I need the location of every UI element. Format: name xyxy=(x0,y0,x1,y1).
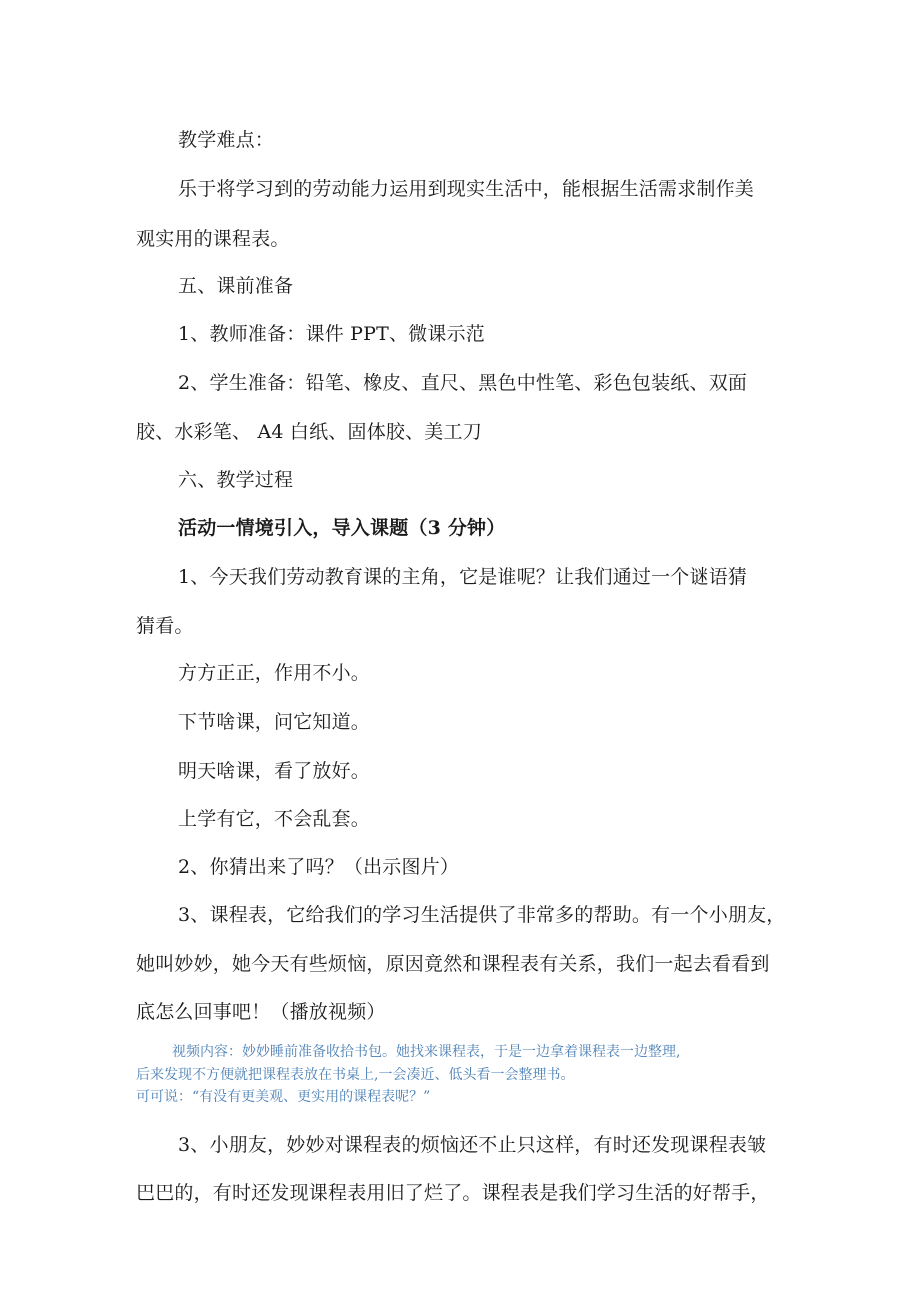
paragraph-line: 底怎么回事吧！（播放视频） xyxy=(136,1001,386,1023)
paragraph-line: 3、小朋友，妙妙对课程表的烦恼还不止只这样，有时还发现课程表皱 xyxy=(178,1134,767,1156)
paragraph-line: 胶、水彩笔、 A4 白纸、固体胶、美工刀 xyxy=(136,421,482,443)
video-note-line: 后来发现不方便就把课程表放在书桌上,一会凑近、低头看一会整理书。 xyxy=(136,1067,575,1083)
paragraph-line: 她叫妙妙，她今天有些烦恼，原因竟然和课程表有关系，我们一起去看看到 xyxy=(136,953,770,975)
video-note-line: 视频内容：妙妙睡前准备收拾书包。她找来课程表，于是一边拿着课程表一边整理, xyxy=(172,1044,681,1060)
list-item: 2、学生准备：铅笔、橡皮、直尺、黑色中性笔、彩色包装纸、双面 xyxy=(178,372,748,394)
section-heading-process: 六、教学过程 xyxy=(178,469,294,491)
paragraph-line: 1、今天我们劳动教育课的主角，它是谁呢？让我们通过一个谜语猜 xyxy=(178,566,748,588)
riddle-line: 方方正正，作用不小。 xyxy=(178,662,371,684)
riddle-line: 明天啥课，看了放好。 xyxy=(178,760,371,782)
video-note-line: 可可说：“有没有更美观、更实用的课程表呢？” xyxy=(136,1089,431,1105)
section-heading-preparation: 五、课前准备 xyxy=(178,275,294,297)
activity-heading: 活动一情境引入，导入课题（3 分钟） xyxy=(178,517,506,539)
paragraph-line: 观实用的课程表。 xyxy=(136,228,290,250)
paragraph-line: 3、课程表，它给我们的学习生活提供了非常多的帮助。有一个小朋友， xyxy=(178,904,786,926)
paragraph-line: 巴巴的，有时还发现课程表用旧了烂了。课程表是我们学习生活的好帮手， xyxy=(136,1182,770,1204)
paragraph-line: 乐于将学习到的劳动能力运用到现实生活中，能根据生活需求制作美 xyxy=(178,178,755,200)
riddle-line: 下节啥课，问它知道。 xyxy=(178,711,371,733)
list-item: 1、教师准备：课件 PPT、微课示范 xyxy=(178,323,485,345)
heading-teaching-difficulty: 教学难点： xyxy=(178,129,275,151)
paragraph-line: 猜看。 xyxy=(136,615,194,637)
paragraph-line: 2、你猜出来了吗？（出示图片） xyxy=(178,856,460,878)
riddle-line: 上学有它，不会乱套。 xyxy=(178,808,371,830)
